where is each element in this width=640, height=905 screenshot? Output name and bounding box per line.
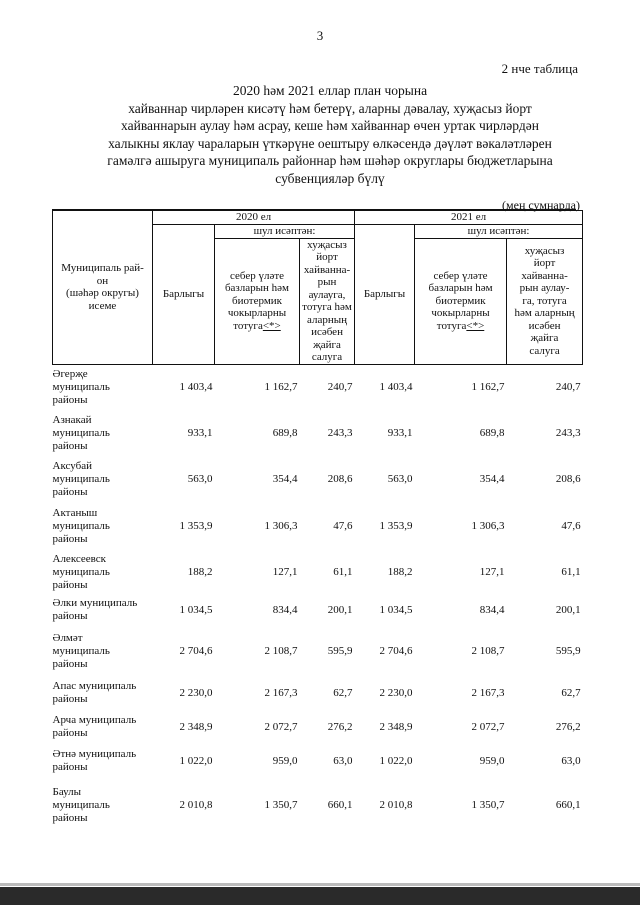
municipality-name-line: Баулы (52, 785, 82, 798)
municipality-name (53, 502, 153, 550)
header-line: исәбен (528, 319, 561, 332)
cell-total-2021: 2 010,8 (379, 799, 413, 811)
cell-pets-2021: 208,6 (555, 473, 581, 485)
municipality-name-line: районы (52, 693, 88, 705)
municipality-name-line: Әтнә муниципаль (52, 748, 137, 760)
header-line: хуҗасыз (307, 238, 347, 251)
header-line: базларын һәм (428, 282, 493, 295)
header-line: хайванна- (521, 269, 568, 282)
cell-total-2021: 1 022,0 (379, 755, 413, 767)
header-line: хуҗасыз (524, 244, 565, 257)
header-line: биотермик (231, 294, 283, 307)
header-pets-2021 (507, 238, 583, 364)
cell-pets-2021: 276,2 (555, 721, 581, 733)
table-row (53, 410, 583, 456)
cell-bio-2020: 354,4 (272, 473, 298, 485)
cell-total-2020: 2 348,9 (179, 721, 213, 733)
header-line: рын аулауга, (308, 276, 346, 301)
footnote-link[interactable]: <*> (466, 319, 485, 332)
municipality-name (53, 364, 153, 410)
municipality-name-line: районы (52, 761, 88, 773)
municipality-name (53, 744, 153, 778)
header-line: аларның (307, 313, 348, 326)
header-line: җайга (530, 332, 559, 345)
header-line: базларын һәм (224, 282, 290, 295)
cell-total-2021: 188,2 (387, 566, 413, 578)
header-line: йорт (533, 257, 556, 270)
cell-bio-2021: 1 162,7 (471, 381, 505, 394)
cell-bio-2021: 959,0 (479, 755, 505, 767)
municipality-name (53, 778, 153, 832)
table-row (53, 364, 583, 410)
header-line: салуга (529, 344, 560, 357)
cell-bio-2021: 127,1 (479, 566, 505, 578)
cell-pets-2020: 240,7 (327, 381, 353, 394)
cell-bio-2021: 1 350,7 (471, 799, 505, 811)
cell-total-2021: 2 704,6 (379, 645, 413, 657)
cell-bio-2020: 2 108,7 (264, 645, 298, 657)
municipality-name-line: Әлмәт (52, 631, 83, 644)
municipality-name (53, 710, 153, 744)
header-line: чокырларны (431, 307, 490, 320)
cell-pets-2021: 63,0 (561, 755, 581, 767)
cell-bio-2020: 689,8 (272, 427, 298, 439)
header-line: салуга (311, 351, 343, 363)
table-row (53, 456, 583, 502)
cell-total-2021: 2 230,0 (379, 687, 413, 699)
cell-total-2020: 1 034,5 (179, 604, 213, 616)
cell-pets-2020: 63,0 (333, 755, 353, 767)
municipality-name (53, 550, 153, 594)
municipality-name-line: районы (52, 439, 88, 452)
cell-pets-2020: 276,2 (327, 721, 353, 733)
municipality-name (53, 594, 153, 626)
cell-total-2021: 2 348,9 (379, 721, 413, 733)
table-row (53, 502, 583, 550)
municipality-name-line: муниципаль (52, 519, 110, 532)
municipality-name-line: муниципаль (52, 380, 110, 393)
header-line: га, тотуга (522, 294, 567, 307)
table-row (53, 594, 583, 626)
cell-bio-2020: 959,0 (272, 755, 298, 767)
cell-pets-2021: 62,7 (561, 687, 581, 699)
municipality-name (53, 626, 153, 676)
cell-bio-2021: 354,4 (479, 473, 505, 485)
cell-bio-2020: 1 162,7 (264, 381, 298, 394)
header-including-2021: шул исәптән: (415, 225, 583, 239)
cell-total-2021: 933,1 (387, 427, 413, 439)
municipality-name-line: Аксубай (52, 459, 92, 472)
header-line: себер үләте (229, 269, 285, 282)
municipality-name-line: районы (52, 727, 88, 739)
cell-total-2021: 563,0 (387, 473, 413, 485)
header-bio-2020 (215, 238, 300, 364)
municipality-name-line: муниципаль (52, 798, 110, 811)
table-body (53, 364, 583, 832)
title-line: гамәлгә ашыруга муниципаль районнар һәм шәһәр округлары бюджетларына (107, 153, 553, 168)
municipality-name (53, 676, 153, 710)
municipality-name-line: Арча муниципаль (52, 714, 137, 726)
municipality-name (53, 410, 153, 456)
municipality-name-line: Әгерҗе (52, 367, 88, 380)
cell-bio-2021: 834,4 (479, 604, 505, 616)
municipality-name-line: районы (52, 485, 88, 498)
cell-pets-2021: 243,3 (555, 427, 581, 439)
header-bio-2021 (415, 238, 507, 364)
title-line: хайваннарын аулау һәм асрау, кеше һәм хайваннар өчен уртак чирләрдән (121, 118, 539, 133)
table-row (53, 550, 583, 594)
header-line: себер үләте (433, 269, 488, 282)
cell-bio-2021: 2 167,3 (471, 687, 505, 699)
cell-bio-2020: 1 306,3 (264, 520, 298, 532)
title-line: субвенцияләр бүлү (275, 170, 385, 186)
municipality-name-line: муниципаль (52, 565, 110, 578)
header-line (215, 320, 299, 333)
cell-bio-2020: 1 350,7 (264, 799, 298, 811)
table-row (53, 626, 583, 676)
cell-total-2020: 2 704,6 (179, 645, 213, 657)
cell-total-2020: 563,0 (187, 473, 213, 485)
cell-pets-2020: 61,1 (333, 566, 353, 578)
header-line: йорт (316, 251, 338, 263)
header-year-2020: 2020 ел (153, 211, 355, 225)
header-line: он (96, 274, 109, 287)
cell-pets-2020: 47,6 (333, 520, 353, 532)
cell-total-2020: 1 403,4 (179, 381, 213, 394)
header-total-2020: Барлыгы (153, 225, 215, 365)
cell-total-2020: 933,1 (187, 427, 213, 439)
header-line: Муниципаль рай- (61, 262, 144, 275)
municipality-name-line: районы (52, 532, 88, 545)
header-line: (шәһәр округы) (66, 287, 139, 300)
cell-total-2021: 1 403,4 (379, 381, 413, 394)
cell-total-2021: 1 353,9 (379, 520, 413, 532)
cell-pets-2021: 595,9 (555, 645, 581, 657)
cell-total-2020: 1 022,0 (179, 755, 213, 767)
document-title (60, 82, 600, 187)
cell-bio-2020: 834,4 (272, 604, 298, 616)
title-line: хайваннар чирләрен кисәтү һәм бетерү, аларны дәвалау, хуҗасыз йорт (128, 100, 532, 116)
scan-bottom-edge (0, 887, 640, 905)
title-line: халыкны яклау чараларын үткәрүне оештыру өлкәсендә дәүләт вәкаләтләрен (108, 135, 552, 151)
header-municipality (53, 211, 153, 365)
cell-pets-2021: 240,7 (555, 381, 581, 394)
subvention-table (52, 210, 583, 832)
table-row (53, 744, 583, 778)
header-line: һәм аларның (514, 307, 575, 320)
table-row (53, 676, 583, 710)
cell-bio-2020: 2 167,3 (264, 687, 298, 699)
cell-bio-2020: 2 072,7 (264, 721, 298, 733)
municipality-name (53, 456, 153, 502)
header-line: хайванна- (303, 263, 351, 276)
cell-total-2020: 1 353,9 (179, 520, 213, 532)
footnote-link[interactable]: <*> (262, 319, 281, 332)
cell-bio-2021: 2 108,7 (471, 645, 505, 657)
header-line (415, 320, 506, 333)
municipality-name-line: районы (52, 393, 88, 406)
table-row (53, 710, 583, 744)
municipality-name-line: Азнакай (52, 413, 92, 426)
municipality-name-line: Апас муниципаль (52, 680, 137, 692)
cell-pets-2021: 47,6 (561, 520, 581, 532)
units-note: (мең сумнарда) (502, 198, 580, 212)
cell-pets-2020: 595,9 (327, 645, 353, 657)
header-line-text: тотуга (233, 319, 263, 332)
municipality-name-line: Актаныш (52, 506, 98, 519)
header-line: рын аулау- (519, 282, 570, 295)
header-including-2020: шул исәптән: (215, 225, 355, 239)
cell-pets-2020: 243,3 (327, 427, 353, 439)
header-year-2021: 2021 ел (355, 211, 583, 225)
cell-total-2020: 2 230,0 (179, 687, 213, 699)
header-line-text: тотуга (436, 319, 467, 332)
header-line: исеме (88, 299, 117, 312)
header-line: биотермик (435, 294, 486, 307)
cell-pets-2021: 200,1 (555, 604, 581, 616)
cell-total-2020: 2 010,8 (179, 799, 213, 811)
municipality-name-line: муниципаль (52, 644, 110, 657)
header-line: чокырларны (227, 307, 287, 320)
title-line: 2020 һәм 2021 еллар план чорына (232, 83, 428, 98)
municipality-name-line: районы (52, 811, 88, 824)
municipality-name-line: районы (52, 578, 88, 591)
table-row (53, 778, 583, 832)
cell-bio-2020: 127,1 (272, 566, 298, 578)
cell-pets-2021: 660,1 (555, 799, 581, 811)
header-line: тотуга һәм (302, 301, 352, 313)
header-line: җайга (313, 338, 341, 351)
page-number: 3 (316, 28, 324, 43)
cell-total-2021: 1 034,5 (379, 604, 413, 616)
cell-pets-2020: 62,7 (333, 687, 353, 699)
cell-pets-2020: 200,1 (327, 604, 353, 616)
cell-pets-2021: 61,1 (561, 566, 581, 578)
cell-bio-2021: 689,8 (479, 427, 505, 439)
municipality-name-line: муниципаль (52, 426, 110, 439)
cell-total-2020: 188,2 (187, 566, 213, 578)
municipality-name-line: муниципаль (52, 472, 110, 485)
municipality-name-line: районы (52, 657, 88, 670)
municipality-name-line: Әлки муниципаль (52, 597, 138, 609)
header-line: исәбен (311, 326, 343, 338)
municipality-name-line: районы (52, 610, 88, 622)
table-header (53, 211, 583, 365)
header-pets-2020 (300, 238, 355, 364)
header-total-2021: Барлыгы (355, 225, 415, 365)
cell-bio-2021: 1 306,3 (471, 520, 505, 532)
municipality-name-line: Алексеевск (52, 552, 107, 565)
cell-pets-2020: 208,6 (327, 473, 353, 485)
table-number: 2 нче таблица (501, 61, 578, 76)
cell-bio-2021: 2 072,7 (471, 721, 505, 733)
cell-pets-2020: 660,1 (327, 799, 353, 811)
